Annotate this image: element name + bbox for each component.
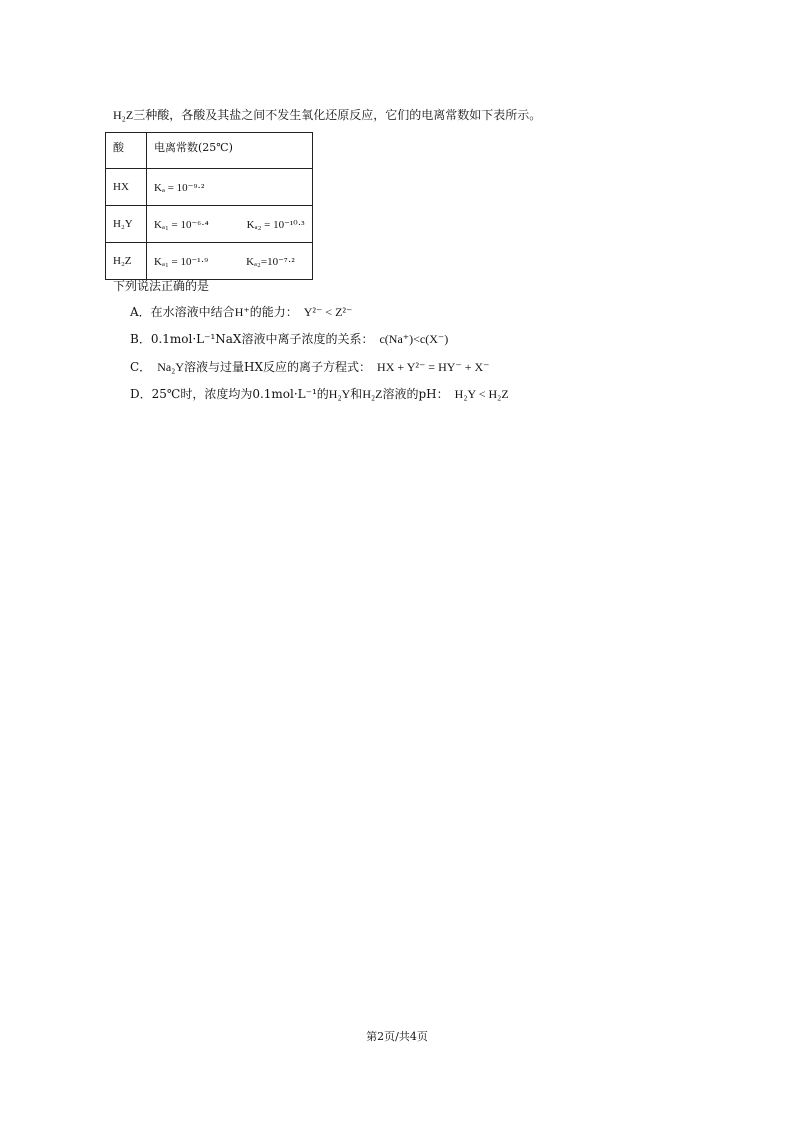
option-b: [130, 330, 448, 348]
row-constant: [147, 243, 313, 280]
option-text: 溶液的pH：: [382, 387, 449, 401]
option-ion: H⁺: [234, 305, 250, 319]
question-intro: [113, 106, 541, 124]
row-constant: [147, 169, 313, 206]
option-a: [130, 303, 352, 321]
option-acid-1: H₂Y: [328, 387, 351, 401]
table-row: [106, 206, 313, 243]
option-text: 和: [350, 387, 363, 401]
option-label: B．: [130, 332, 151, 346]
option-formula: HX + Y²⁻ = HY⁻ + X⁻: [377, 360, 490, 374]
ka-value: Kₐ = 10⁻⁹·²: [154, 181, 205, 194]
row-acid: HX: [106, 169, 147, 206]
ka1-value: Kₐ₁ = 10⁻¹·⁹: [154, 255, 209, 268]
option-label: C．: [130, 360, 152, 374]
ka1-value: Kₐ₁ = 10⁻⁶·⁴: [154, 218, 209, 231]
option-formula: c(Na⁺)<c(X⁻): [379, 332, 449, 346]
option-text: 在水溶液中结合: [150, 305, 235, 319]
ionization-constant-table: [105, 132, 313, 280]
option-label: A．: [130, 305, 151, 319]
page-footer: 第2页/共4页: [366, 1030, 428, 1043]
table-row: [106, 243, 313, 280]
row-acid: H₂Y: [106, 206, 147, 243]
header-acid: 酸: [106, 133, 147, 169]
question-stem: 下列说法正确的是: [113, 279, 210, 293]
table-row: [106, 169, 313, 206]
acid-h2z-label: H₂Z: [113, 108, 134, 122]
option-text: 25℃时，浓度均为0.1mol·L⁻¹的: [151, 387, 329, 401]
table-header-row: [106, 133, 313, 169]
option-label: D．: [130, 387, 152, 401]
option-text: 溶液与过量HX反应的离子方程式：: [184, 360, 372, 374]
ka2-value: Kₐ₂=10⁻⁷·²: [246, 255, 295, 268]
row-acid: H₂Z: [106, 243, 147, 280]
option-d: [130, 385, 509, 403]
header-constant: 电离常数(25℃): [147, 133, 313, 169]
option-text: 的能力：: [249, 305, 298, 319]
option-c: [130, 358, 490, 376]
option-formula: H₂Y < H₂Z: [454, 387, 509, 401]
option-formula: Y²⁻ < Z²⁻: [303, 305, 353, 319]
ka2-value: Kₐ₂ = 10⁻¹⁰·³: [246, 218, 305, 231]
option-acid-2: H₂Z: [362, 387, 383, 401]
intro-text: 三种酸，各酸及其盐之间不发生氧化还原反应，它们的电离常数如下表所示。: [133, 108, 542, 122]
row-constant: [147, 206, 313, 243]
option-reagent: Na₂Y: [157, 360, 185, 374]
option-text: 0.1mol·L⁻¹NaX溶液中离子浓度的关系：: [150, 332, 374, 346]
